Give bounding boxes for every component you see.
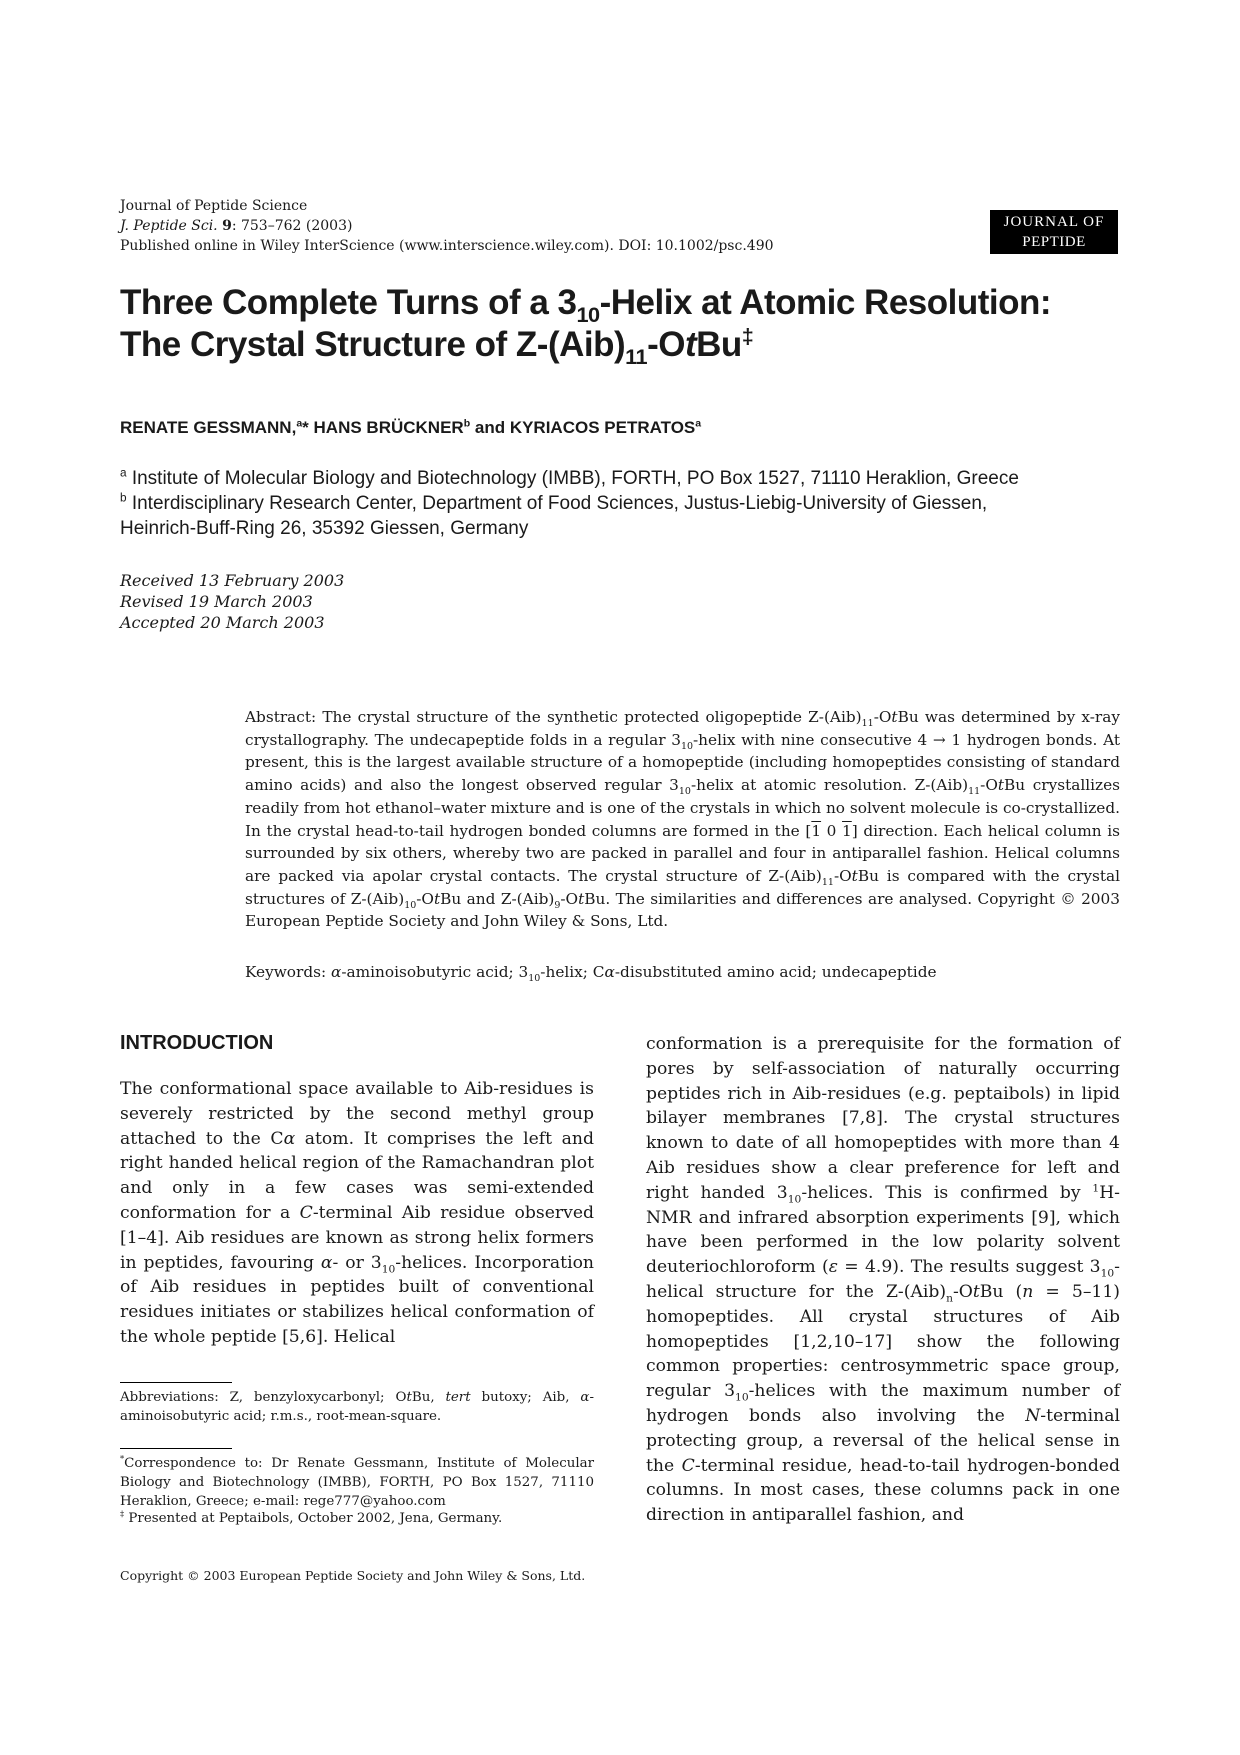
journal-header <box>120 196 774 256</box>
authors: RENATE GESSMANN,$^a$* HANS BRÜCKNER$^b$ and KYRIACOS PETRATOS$^a$ <box>120 417 702 437</box>
published-online: Published online in Wiley InterScience (www.interscience.wiley.com). DOI: 10.1002/psc.490 <box>120 238 774 254</box>
left-column <box>120 1032 594 1350</box>
affiliations <box>120 466 1120 541</box>
affiliation-a: $^a$ Institute of Molecular Biology and Biotechnology (IMBB), FORTH, PO Box 1527, 71110 Heraklion, Greece <box>120 466 1019 489</box>
journal-logo <box>990 210 1118 270</box>
presented-footnote: ‡ Presented at Peptaibols, October 2002, Jena, Germany. <box>120 1508 503 1526</box>
citation: J. Peptide Sci. 9: 753–762 (2003) <box>120 218 353 234</box>
affiliation-b-address: Heinrich-Buff-Ring 26, 35392 Giessen, Germany <box>120 518 529 539</box>
dates <box>120 570 344 633</box>
footnote-divider <box>120 1448 232 1449</box>
title-line2: The Crystal Structure of $Z-(Aib)_{11}-OtBu^\ddagger$ <box>120 323 754 369</box>
body-paragraph: conformation is a prerequisite for the formation of pores by self-association of naturally occurring peptides rich in Aib-residues (e.g. peptaibols) in lipid bilayer membranes [7,8]. The crystal structures known to date of all homopeptides with more than 4 Aib residues show a clear preference for left and right handed $3_{10}$-helices. This is confirmed by $^1$H-NMR and infrared absorption experiments [9], which have been performed in the low polarity solvent deuteriochloroform (ε = 4.9). The results suggest $3_{10}$-helical structure for the $Z-(Aib)_n$-OtBu (n = 5–11) homopeptides. All crystal structures of Aib homopeptides [1,2,10–17] show the following common properties: centrosymmetric space group, regular $3_{10}$-helices with the maximum number of hydrogen bonds also involving the N-terminal protecting group, a reversal of the helical sense in the C-terminal residue, head-to-tail hydrogen-bonded columns. In most cases, these columns pack in one direction in antiparallel fashion, and <box>646 1034 1120 1526</box>
correspondence-footnote: *Correspondence to: Dr Renate Gessmann, Institute of Molecular Biology and Biotechnology (IMBB), FORTH, PO Box 1527, 71110 Heraklion, Greece; e-mail: rege777@yahoo.com <box>120 1453 594 1509</box>
affiliation-b: $^b$ Interdisciplinary Research Center, Department of Food Sciences, Justus-Liebig-University of Giessen, <box>120 491 988 514</box>
footnote-divider <box>120 1382 232 1383</box>
date-revised: Revised 19 March 2003 <box>120 592 313 611</box>
journal-name: Journal of Peptide Science <box>120 198 308 214</box>
date-accepted: Accepted 20 March 2003 <box>120 613 325 632</box>
abstract: Abstract: The crystal structure of the synthetic protected oligopeptide $Z-(Aib)_{11}$-OtBu was determined by x-ray crystallography. The undecapeptide folds in a regular $3_{10}$-helix with nine consecutive 4 → 1 hydrogen bonds. At present, this is the largest available structure of a homopeptide (including homopeptides consisting of standard amino acids) and also the longest observed regular $3_{10}$-helix at atomic resolution. $Z-(Aib)_{11}$-OtBu crystallizes readily from hot ethanol–water mixture and is one of the crystals in which no solvent molecule is co-crystallized. In the crystal head-to-tail hydrogen bonded columns are formed in the [1 0 1] direction. Each helical column is surrounded by six others, whereby two are packed in parallel and four in antiparallel fashion. Helical columns are packed via apolar crystal contacts. The crystal structure of $Z-(Aib)_{11}$-OtBu is compared with the crystal structures of $Z-(Aib)_{10}$-OtBu and $Z-(Aib)_9$-OtBu. The similarities and differences are analysed. Copyright © 2003 European Peptide Society and John Wiley & Sons, Ltd. <box>245 708 1121 931</box>
abbreviations-footnote: Abbreviations: Z, benzyloxycarbonyl; OtBu, tert butoxy; Aib, α-aminoisobutyric acid; r.m.s., root-mean-square. <box>120 1390 594 1424</box>
right-column <box>646 1032 1120 1528</box>
introduction-paragraph: The conformational space available to Aib-residues is severely restricted by the second methyl group attached to the Cα atom. It comprises the left and right handed helical region of the Ramachandran plot and only in a few cases was semi-extended conformation for a C-terminal Aib residue observed [1–4]. Aib residues are known as strong helix formers in peptides, favouring α- or $3_{10}$-helices. Incorporation of Aib residues in peptides built of conventional residues initiates or stabilizes helical conformation of the whole peptide [5,6]. Helical <box>120 1079 595 1347</box>
logo-line1: JOURNAL OF <box>1003 214 1105 230</box>
date-received: Received 13 February 2003 <box>120 571 345 590</box>
keywords: Keywords: α-aminoisobutyric acid; $3_{10}$-helix; Cα-disubstituted amino acid; undecapeptide <box>245 963 937 985</box>
logo-line2: PEPTIDE SCIENCE <box>1020 234 1087 270</box>
title-line1: Three Complete Turns of a $3_{10}$-Helix at Atomic Resolution: <box>120 283 1052 327</box>
paper-title <box>120 282 1130 369</box>
copyright-footer: Copyright © 2003 European Peptide Society and John Wiley & Sons, Ltd. <box>120 1568 586 1583</box>
introduction-heading: INTRODUCTION <box>120 1032 274 1054</box>
